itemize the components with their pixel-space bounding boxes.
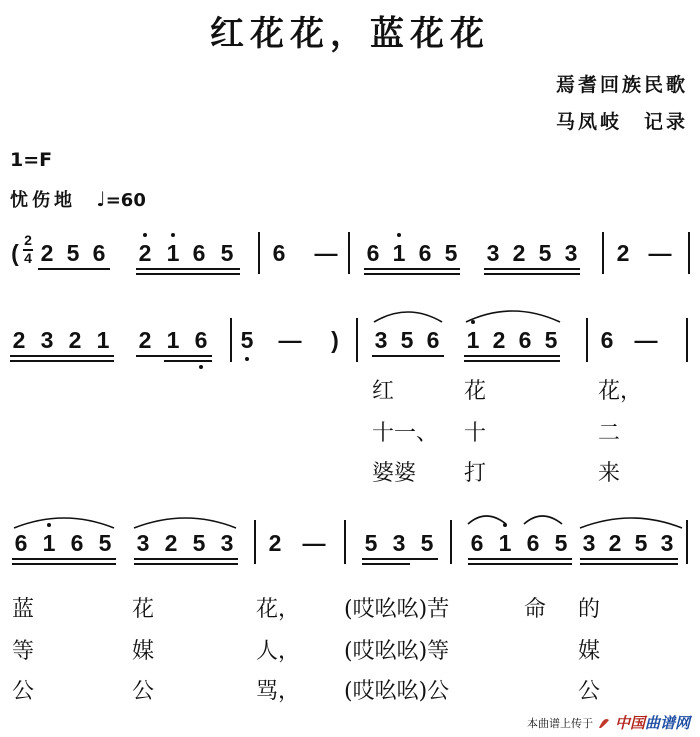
slur xyxy=(462,300,566,326)
barline xyxy=(344,520,346,564)
slur xyxy=(130,508,242,532)
tempo-marking xyxy=(10,186,146,212)
sixteenth-underline xyxy=(580,563,678,565)
time-sig-top: 2 xyxy=(24,232,32,248)
note: 2 xyxy=(616,240,630,266)
lyric: 骂， xyxy=(256,679,301,704)
note: 6 xyxy=(600,327,614,353)
sixteenth-underline xyxy=(12,558,116,560)
note: 6 xyxy=(70,530,84,556)
lyric: 公 xyxy=(578,679,601,704)
slur xyxy=(10,508,120,532)
sixteenth-underline xyxy=(364,268,460,270)
sixteenth-underline xyxy=(12,563,116,565)
barline xyxy=(450,520,452,564)
note: 6 xyxy=(272,240,286,266)
lyric: 打 xyxy=(464,461,487,486)
key-signature: 1=F xyxy=(10,149,53,171)
slur xyxy=(576,508,688,532)
recorder-credit: 马凤岐 记录 xyxy=(555,111,688,133)
site-logo: 中国曲谱网 xyxy=(614,714,690,732)
lyric: 来 xyxy=(598,461,621,486)
note: 3 xyxy=(392,530,406,556)
note: 2 xyxy=(512,240,526,266)
footer-watermark xyxy=(527,712,690,733)
sixteenth-underline xyxy=(134,558,238,560)
note: 5 xyxy=(634,530,648,556)
note: 6 xyxy=(518,327,532,353)
lyric: 十一、 xyxy=(372,421,439,446)
note: 3 xyxy=(564,240,578,266)
note: 1 xyxy=(498,530,512,556)
lyric: 花 xyxy=(132,597,155,622)
sixteenth-underline xyxy=(362,563,410,565)
lyric: 十 xyxy=(464,421,487,446)
sixteenth-underline xyxy=(10,360,114,362)
dash: — xyxy=(648,240,672,266)
lyric: (哎吆吆)苦 xyxy=(344,597,450,622)
eighth-underline xyxy=(136,355,212,357)
lyric: 媒 xyxy=(132,639,155,664)
dash: — xyxy=(278,327,302,353)
lyric: (哎吆吆)等 xyxy=(344,639,450,664)
note: 5 xyxy=(400,327,414,353)
note: 5 xyxy=(66,240,80,266)
note: 1 xyxy=(392,240,406,266)
high-octave-dot xyxy=(471,320,475,324)
footer-text: 本曲谱上传于 xyxy=(526,716,593,730)
quarter-note-icon: ♩ xyxy=(96,187,106,211)
barline xyxy=(686,318,688,362)
dash: — xyxy=(314,240,338,266)
note: 3 xyxy=(220,530,234,556)
dash: — xyxy=(302,530,326,556)
note: 1 xyxy=(466,327,480,353)
note: 6 xyxy=(366,240,380,266)
barline xyxy=(258,232,260,274)
barline xyxy=(586,318,588,362)
lyric: 媒 xyxy=(578,639,601,664)
sixteenth-underline xyxy=(580,558,678,560)
note: 2 xyxy=(164,530,178,556)
note: 2 xyxy=(492,327,506,353)
low-octave-dot xyxy=(245,357,249,361)
note: 5 xyxy=(98,530,112,556)
lyric: 二 xyxy=(598,421,621,446)
sixteenth-underline xyxy=(164,360,212,362)
note: 6 xyxy=(418,240,432,266)
note: 5 xyxy=(420,530,434,556)
note: 1 xyxy=(96,327,110,353)
origin-credit: 焉耆回族民歌 xyxy=(555,74,688,96)
barline xyxy=(602,232,604,274)
note: 2 xyxy=(68,327,82,353)
note: 6 xyxy=(14,530,28,556)
note: 3 xyxy=(136,530,150,556)
note: 6 xyxy=(192,240,206,266)
note: 6 xyxy=(470,530,484,556)
note: 3 xyxy=(660,530,674,556)
note: 1 xyxy=(42,530,56,556)
barline xyxy=(348,232,350,274)
note: 5 xyxy=(544,327,558,353)
low-octave-dot xyxy=(199,365,203,369)
sixteenth-underline xyxy=(468,558,572,560)
note: 3 xyxy=(486,240,500,266)
page-title: 红花花，蓝花花 xyxy=(210,14,490,54)
barline xyxy=(356,318,358,362)
dash: — xyxy=(634,327,658,353)
lyric: 公 xyxy=(12,679,35,704)
sixteenth-underline xyxy=(464,360,560,362)
note: 5 xyxy=(444,240,458,266)
slur xyxy=(370,300,450,326)
time-sig-bottom: 4 xyxy=(24,250,32,266)
high-octave-dot xyxy=(397,233,401,237)
lyric: 红 xyxy=(372,379,395,404)
paren-close: ) xyxy=(331,327,339,353)
note: 3 xyxy=(40,327,54,353)
note: 6 xyxy=(426,327,440,353)
slur xyxy=(520,506,568,528)
lyric: (哎吆吆)公 xyxy=(344,679,450,704)
note: 2 xyxy=(138,240,152,266)
paren-open: ( xyxy=(11,240,19,266)
note: 3 xyxy=(582,530,596,556)
lyric: 等 xyxy=(12,639,35,664)
sixteenth-underline xyxy=(484,268,580,270)
sixteenth-underline xyxy=(10,355,114,357)
sixteenth-underline xyxy=(364,273,460,275)
lyric: 花 xyxy=(464,379,487,404)
barline xyxy=(686,520,688,564)
note: 2 xyxy=(12,327,26,353)
site-logo-icon xyxy=(597,716,611,730)
lyric: 婆婆 xyxy=(372,461,417,486)
note: 5 xyxy=(192,530,206,556)
note: 2 xyxy=(40,240,54,266)
note: 1 xyxy=(166,240,180,266)
note: 5 xyxy=(220,240,234,266)
lyric: 公 xyxy=(132,679,155,704)
lyric: 蓝 xyxy=(12,597,35,622)
note: 5 xyxy=(538,240,552,266)
sixteenth-underline xyxy=(464,355,560,357)
barline xyxy=(688,232,690,274)
tempo-word: 忧伤地 xyxy=(10,190,76,211)
high-octave-dot xyxy=(143,233,147,237)
sixteenth-underline xyxy=(136,268,240,270)
high-octave-dot xyxy=(171,233,175,237)
lyric: 花， xyxy=(598,379,643,404)
note: 2 xyxy=(608,530,622,556)
eighth-underline xyxy=(362,558,438,560)
barline xyxy=(230,318,232,362)
high-octave-dot xyxy=(503,523,507,527)
note: 5 xyxy=(240,327,254,353)
sixteenth-underline xyxy=(372,355,444,357)
barline xyxy=(254,520,256,564)
note: 5 xyxy=(364,530,378,556)
sixteenth-underline xyxy=(468,563,572,565)
tempo-value: =60 xyxy=(105,190,146,211)
high-octave-dot xyxy=(47,523,51,527)
note: 6 xyxy=(526,530,540,556)
note: 2 xyxy=(268,530,282,556)
eighth-underline xyxy=(38,268,110,270)
note: 6 xyxy=(92,240,106,266)
note: 2 xyxy=(138,327,152,353)
lyric: 的 xyxy=(578,597,601,622)
sixteenth-underline xyxy=(484,273,580,275)
note: 3 xyxy=(374,327,388,353)
note: 1 xyxy=(166,327,180,353)
sixteenth-underline xyxy=(136,273,240,275)
note: 5 xyxy=(554,530,568,556)
lyric: 命 xyxy=(524,597,547,622)
sixteenth-underline xyxy=(134,563,238,565)
lyric: 人， xyxy=(256,639,301,664)
note: 6 xyxy=(194,327,208,353)
lyric: 花， xyxy=(256,597,301,622)
